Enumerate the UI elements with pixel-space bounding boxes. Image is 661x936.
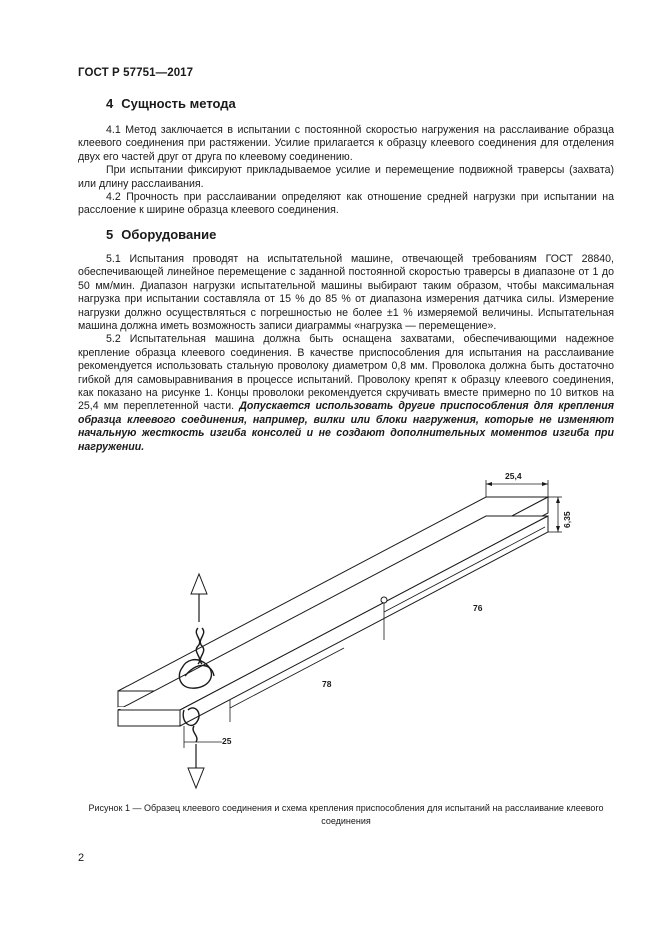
dim-length-upper-label: 76: [473, 603, 483, 613]
dim-thickness-label: 6,35: [562, 511, 572, 528]
section-5-number: 5: [106, 227, 114, 242]
document-header: ГОСТ Р 57751—2017: [78, 67, 194, 79]
specimen-lower-arm: [118, 516, 548, 726]
figure-1-caption: Рисунок 1 — Образец клеевого соединения и схема крепления приспособления для испытаний на расслаивание клеевого соединения: [88, 803, 604, 826]
dim-end-label: 25: [222, 736, 232, 746]
paragraph-4-2: 4.2 Прочность при расслаивании определяют как отношение средней нагрузки при испытании на расслоение к ширине образца клеевого соединения.: [78, 191, 614, 217]
section-4-title: Сущность метода: [121, 96, 236, 111]
section-5-title: Оборудование: [121, 227, 217, 242]
dim-length-lower-label: 78: [322, 679, 332, 689]
load-arrow-up: [191, 574, 207, 622]
dim-width-label: 25,4: [505, 471, 522, 481]
paragraph-4-1: 4.1 Метод заключается в испытании с постоянной скоростью нагружения на расслаивание образца клеевого соединения при растяжении. Усилие прилагается к образцу клеевого соединения для отделения двух его частей друг от друга по клеевому соединению.: [78, 124, 614, 163]
paragraph-5-1: 5.1 Испытания проводят на испытательной машине, отвечающей требованиям ГОСТ 28840, обеспечивающей линейное перемещение с заданной постоянной скоростью траверсы в диапазоне от 1 до 50 мм/мин. Диапазон нагрузки испытательной машины выбирают таким образом, чтобы максимальная нагрузка при испытании составляла от 15 % до 85 % от диапазона измерения датчика силы. Измерение нагрузки должно осуществляться с погрешностью не более ±1 % измеряемой величины. Испытательная машина должна иметь возможность записи диаграммы «нагрузка — перемещение».: [78, 253, 614, 333]
section-4-number: 4: [106, 96, 114, 111]
paragraph-4-1-note: При испытании фиксируют прикладываемое усилие и перемещение подвижной траверсы (захвата) или длину расслаивания.: [78, 164, 614, 190]
load-arrow-down: [188, 744, 204, 788]
paragraph-5-2-emphasis: Допускается использовать другие приспособления для крепления образца клеевого соединения, например, вилки или блоки нагружения, которые не изменяют начальную жесткость изгиба консолей и не создают дополнительных моментов изгиба при нагружении.: [78, 400, 614, 453]
bond-marker: [381, 597, 387, 603]
page-number: 2: [78, 852, 85, 864]
paragraph-5-2-text: 5.2 Испытательная машина должна быть оснащена захватами, обеспечивающими надежное крепление образца клеевого соединения. В качестве приспособления для испытания на расслаивание рекомендуется использовать стальную проволоку диаметром 0,8 мм. Проволока должна быть достаточно гибкой для самовыравнивания в процессе испытаний. Проволоку крепят к образцу клеевого соединения, как показано на рисунке 1. Концы проволоки рекомендуется скручивать вместе примерно по 10 витков на 25,4 мм переплетенной части.: [78, 333, 614, 413]
